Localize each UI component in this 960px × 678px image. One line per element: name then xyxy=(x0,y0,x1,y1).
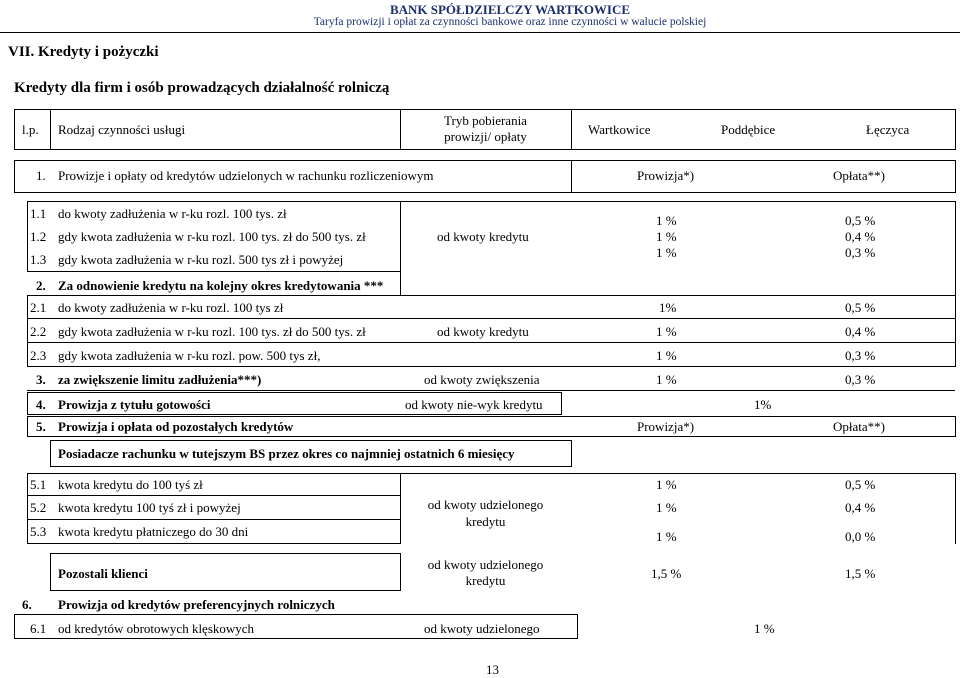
col-header-mode: Tryb pobierania xyxy=(444,113,527,128)
row6-label: Prowizja od kredytów preferencyjnych rolniczych xyxy=(58,597,335,612)
row-1-3-label: gdy kwota zadłużenia w r-ku rozl. 500 tys zł i powyżej xyxy=(58,252,344,267)
row5-number: 5. xyxy=(36,419,46,434)
row1-label: Prowizje i opłaty od kredytów udzielonych w rachunku rozliczeniowym xyxy=(58,168,434,183)
row-2-2-number: 2.2 xyxy=(30,324,47,339)
row-5-2-number: 5.2 xyxy=(30,500,47,515)
row4-provision: 1% xyxy=(754,397,772,412)
row-6-1-provision: 1 % xyxy=(754,621,775,636)
row1-provision-header: Prowizja*) xyxy=(637,168,695,183)
other-clients-mode: od kwoty udzielonego xyxy=(427,557,544,572)
row2-label: Za odnowienie kredytu na kolejny okres kredytowania *** xyxy=(58,278,384,293)
row-6-1-label: od kredytów obrotowych klęskowych xyxy=(58,621,255,636)
row-2-2-mode: od kwoty kredytu xyxy=(437,324,529,339)
table-border xyxy=(14,109,955,110)
row1-number: 1. xyxy=(36,168,46,183)
col-header-poddebice: Poddębice xyxy=(721,122,776,137)
row5-provision-header: Prowizja*) xyxy=(637,419,695,434)
row5-label: Prowizja i opłata od pozostałych kredytów xyxy=(58,419,294,434)
row-1-1-label: do kwoty zadłużenia w r-ku rozl. 100 tys. zł xyxy=(58,206,287,221)
page-number: 13 xyxy=(486,662,499,677)
row-2-3-number: 2.3 xyxy=(30,348,47,363)
row4-number: 4. xyxy=(36,397,46,412)
row-5-2-fee: 0,4 % xyxy=(845,500,876,515)
other-clients-provision: 1,5 % xyxy=(651,566,682,581)
row6-number: 6. xyxy=(22,597,32,612)
col-header-mode-2: prowizji/ opłaty xyxy=(444,129,527,144)
row-1-3-fee: 0,3 % xyxy=(845,245,876,260)
row-5-2-provision: 1 % xyxy=(656,500,677,515)
row-1-2-fee: 0,4 % xyxy=(845,229,876,244)
row-1-1-fee: 0,5 % xyxy=(845,213,876,228)
row-5-3-fee: 0,0 % xyxy=(845,529,876,544)
row-1-2-provision: 1 % xyxy=(656,229,677,244)
tariff-subtitle: Taryfa prowizji i opłat za czynności bankowe oraz inne czynności w walucie polskiej xyxy=(313,16,707,28)
row-5-mode-2: kredytu xyxy=(465,514,506,529)
header-rule xyxy=(0,32,960,33)
row-2-1-provision: 1% xyxy=(659,300,677,315)
row-5-1-number: 5.1 xyxy=(30,477,47,492)
row-1-3-number: 1.3 xyxy=(30,252,47,267)
other-clients-label: Pozostali klienci xyxy=(58,566,148,581)
row-2-1-fee: 0,5 % xyxy=(845,300,876,315)
row-5-3-label: kwota kredytu płatniczego do 30 dni xyxy=(58,524,249,539)
bank-name: BANK SPÓŁDZIELCZY WARTKOWICE xyxy=(389,2,631,17)
section-title: Kredyty dla firm i osób prowadzących działalność rolniczą xyxy=(14,80,390,96)
row-5-1-fee: 0,5 % xyxy=(845,477,876,492)
col-header-service: Rodzaj czynności usługi xyxy=(58,122,186,137)
row-2-2-label: gdy kwota zadłużenia w r-ku rozl. 100 tys. zł do 500 tys. zł xyxy=(58,324,366,339)
row5-subgroup: Posiadacze rachunku w tutejszym BS przez okres co najmniej ostatnich 6 miesięcy xyxy=(58,446,515,461)
row-6-1-mode: od kwoty udzielonego xyxy=(424,621,540,636)
row-5-3-number: 5.3 xyxy=(30,524,47,539)
row-2-1-label: do kwoty zadłużenia w r-ku rozl. 100 tys zł xyxy=(58,300,284,315)
row-2-2-fee: 0,4 % xyxy=(845,324,876,339)
row-5-1-label: kwota kredytu do 100 tyś zł xyxy=(58,477,203,492)
row1-fee-header: Opłata**) xyxy=(833,168,885,183)
col-header-leczyca: Łęczyca xyxy=(866,122,910,137)
row-2-2-provision: 1 % xyxy=(656,324,677,339)
row-2-3-provision: 1 % xyxy=(656,348,677,363)
other-clients-mode-2: kredytu xyxy=(465,573,506,588)
row-1-1-provision: 1 % xyxy=(656,213,677,228)
row4-label: Prowizja z tytułu gotowości xyxy=(58,397,211,412)
col-header-lp: l.p. xyxy=(22,122,39,137)
row-2-3-fee: 0,3 % xyxy=(845,348,876,363)
row-1-mode: od kwoty kredytu xyxy=(437,229,529,244)
chapter-title: VII. Kredyty i pożyczki xyxy=(8,44,159,60)
row-2-1-number: 2.1 xyxy=(30,300,47,315)
row-2-3-label: gdy kwota zadłużenia w r-ku rozl. pow. 500 tys zł, xyxy=(58,348,321,363)
row-1-2-number: 1.2 xyxy=(30,229,47,244)
row4-mode: od kwoty nie-wyk kredytu xyxy=(405,397,543,412)
row3-fee: 0,3 % xyxy=(845,372,876,387)
row-1-2-label: gdy kwota zadłużenia w r-ku rozl. 100 tys. zł do 500 tys. zł xyxy=(58,229,366,244)
row-1-1-number: 1.1 xyxy=(30,206,47,221)
row3-number: 3. xyxy=(36,372,46,387)
table-border xyxy=(14,149,955,150)
col-header-wartkowice: Wartkowice xyxy=(588,122,651,137)
other-clients-fee: 1,5 % xyxy=(845,566,876,581)
row2-number: 2. xyxy=(36,278,46,293)
row5-fee-header: Opłata**) xyxy=(833,419,885,434)
row-1-3-provision: 1 % xyxy=(656,245,677,260)
row-5-2-label: kwota kredytu 100 tyś zł i powyżej xyxy=(58,500,241,515)
row-5-3-provision: 1 % xyxy=(656,529,677,544)
row3-mode: od kwoty zwiększenia xyxy=(424,372,540,387)
row3-label: za zwiększenie limitu zadłużenia***) xyxy=(58,372,262,387)
row-5-mode: od kwoty udzielonego xyxy=(427,497,544,512)
row-5-1-provision: 1 % xyxy=(656,477,677,492)
row-6-1-number: 6.1 xyxy=(30,621,47,636)
row3-provision: 1 % xyxy=(656,372,677,387)
